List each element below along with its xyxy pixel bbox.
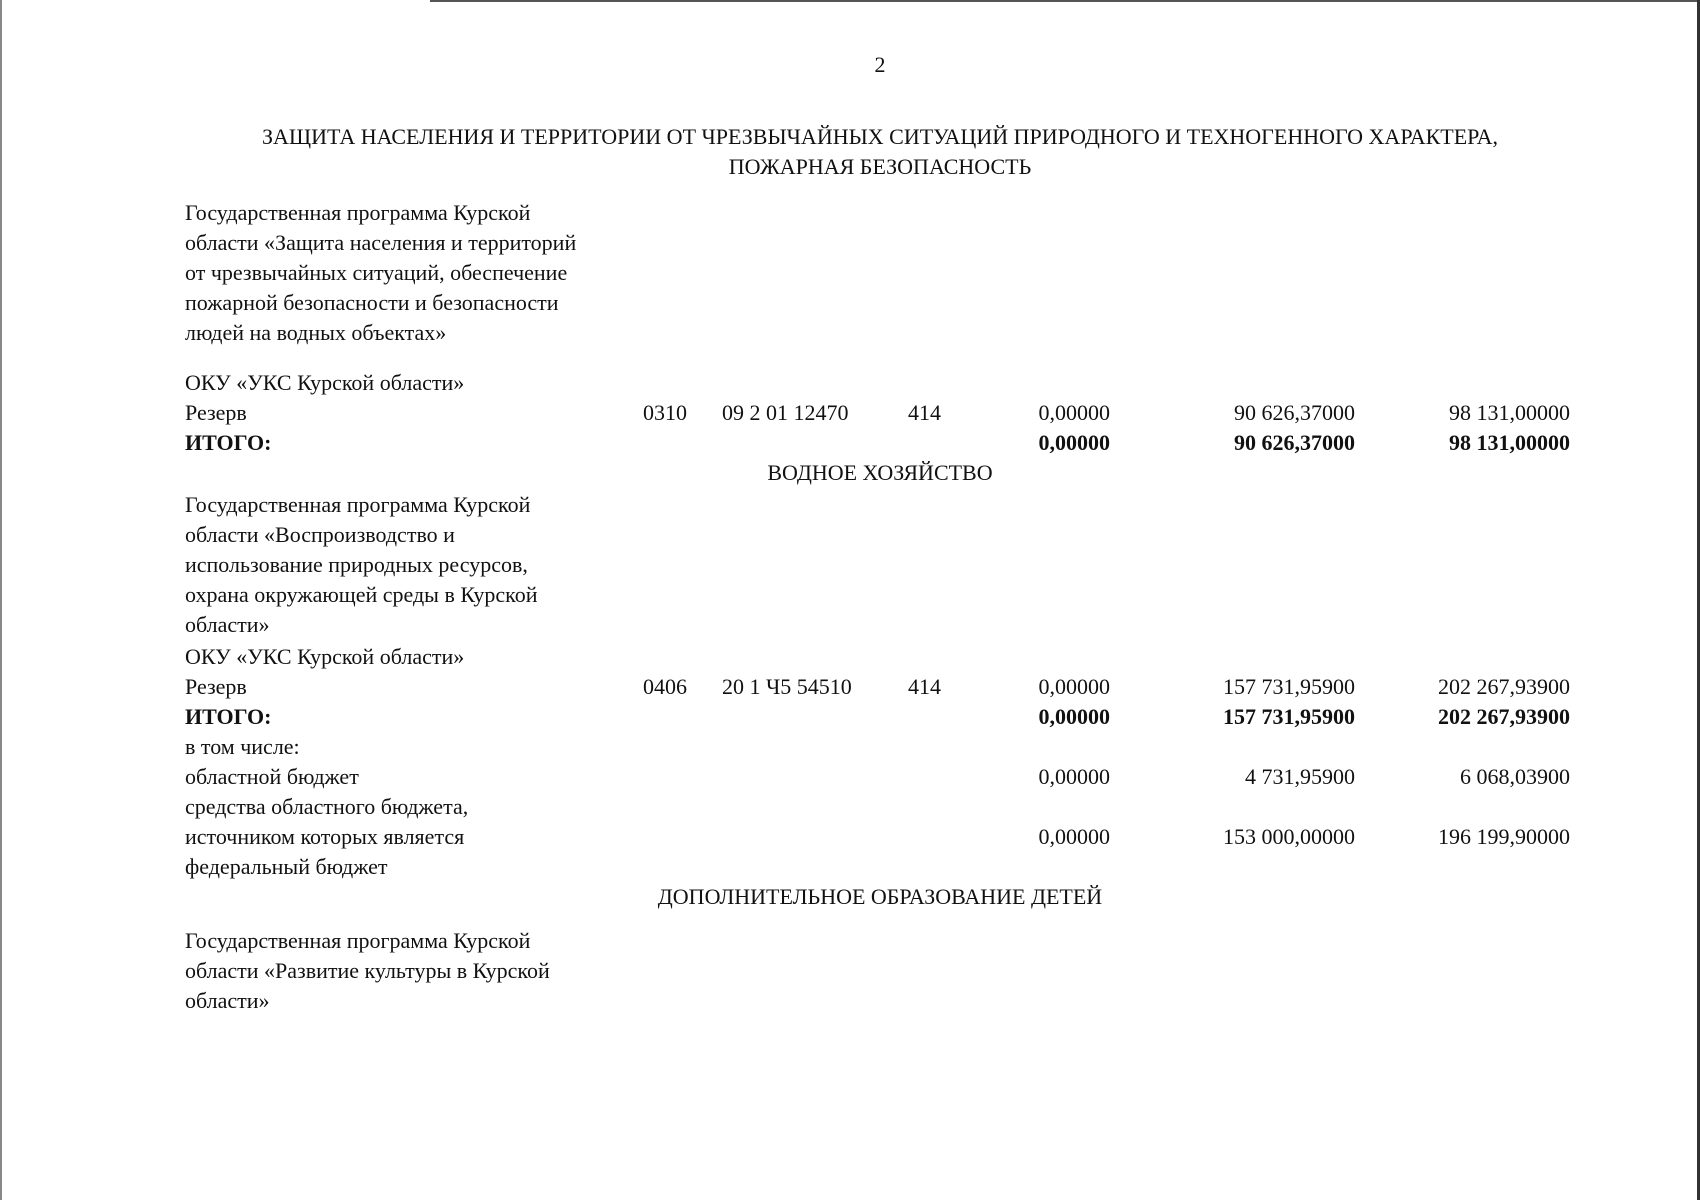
breakdown-label-line: источником которых является bbox=[185, 824, 465, 849]
section-heading-civil-protection bbox=[150, 122, 1610, 182]
institution-name: ОКУ «УКС Курской области» bbox=[185, 370, 465, 395]
including-label: в том числе: bbox=[185, 734, 300, 759]
value-year-3: 98 131,00000 bbox=[1449, 400, 1570, 425]
institution-name: ОКУ «УКС Курской области» bbox=[185, 644, 465, 669]
value-year-2: 157 731,95900 bbox=[1223, 674, 1355, 699]
program-title-culture bbox=[185, 926, 550, 1016]
section-heading-line: ДОПОЛНИТЕЛЬНОЕ ОБРАЗОВАНИЕ ДЕТЕЙ bbox=[657, 884, 1103, 909]
value-year-1: 0,00000 bbox=[1038, 400, 1110, 425]
program-title-civil-protection bbox=[185, 198, 576, 348]
program-title-line: области «Защита населения и территорий bbox=[185, 230, 577, 255]
program-title-line: Государственная программа Курской bbox=[185, 492, 531, 517]
section-code: 0310 bbox=[643, 400, 687, 425]
target-code: 20 1 Ч5 54510 bbox=[722, 674, 852, 699]
total-value-year-2: 157 731,95900 bbox=[1223, 704, 1355, 729]
program-title-line: использование природных ресурсов, bbox=[185, 552, 528, 577]
program-title-line: области «Развитие культуры в Курской bbox=[185, 958, 550, 983]
program-title-line: области» bbox=[185, 988, 270, 1013]
program-title-line: области «Воспроизводство и bbox=[185, 522, 455, 547]
value-year-3: 202 267,93900 bbox=[1438, 674, 1570, 699]
scan-edge-left bbox=[0, 0, 2, 1200]
breakdown-label-line: средства областного бюджета, bbox=[185, 794, 469, 819]
row-label: Резерв bbox=[185, 400, 247, 425]
expense-type-code: 414 bbox=[908, 674, 941, 699]
total-value-year-1: 0,00000 bbox=[1038, 704, 1110, 729]
section-heading-line: ЗАЩИТА НАСЕЛЕНИЯ И ТЕРРИТОРИИ ОТ ЧРЕЗВЫЧАЙНЫХ СИТУАЦИЙ ПРИРОДНОГО И ТЕХНОГЕННОГО ХАРАКТЕРА, bbox=[261, 124, 1498, 149]
total-label: ИТОГО: bbox=[185, 430, 272, 455]
target-code: 09 2 01 12470 bbox=[722, 400, 849, 425]
page-number: 2 bbox=[874, 52, 886, 77]
breakdown-value-year-1: 0,00000 bbox=[1038, 764, 1110, 789]
section-code: 0406 bbox=[643, 674, 687, 699]
breakdown-value-year-3: 196 199,90000 bbox=[1438, 824, 1570, 849]
program-title-line: Государственная программа Курской bbox=[185, 928, 531, 953]
program-title-natural-resources bbox=[185, 490, 537, 640]
value-year-2: 90 626,37000 bbox=[1234, 400, 1355, 425]
program-title-line: людей на водных объектах» bbox=[185, 320, 447, 345]
breakdown-label bbox=[185, 792, 468, 882]
breakdown-label-line: федеральный бюджет bbox=[185, 854, 388, 879]
program-title-line: Государственная программа Курской bbox=[185, 200, 531, 225]
row-label: Резерв bbox=[185, 674, 247, 699]
section-heading-water bbox=[150, 458, 1610, 488]
value-year-1: 0,00000 bbox=[1038, 674, 1110, 699]
total-label: ИТОГО: bbox=[185, 704, 272, 729]
breakdown-value-year-2: 153 000,00000 bbox=[1223, 824, 1355, 849]
expense-type-code: 414 bbox=[908, 400, 941, 425]
scan-edge-top bbox=[430, 0, 1700, 2]
program-title-line: от чрезвычайных ситуаций, обеспечение bbox=[185, 260, 568, 285]
program-title-line: области» bbox=[185, 612, 270, 637]
section-heading-line: ВОДНОЕ ХОЗЯЙСТВО bbox=[767, 460, 993, 485]
program-title-line: пожарной безопасности и безопасности bbox=[185, 290, 559, 315]
breakdown-value-year-3: 6 068,03900 bbox=[1460, 764, 1570, 789]
breakdown-value-year-1: 0,00000 bbox=[1038, 824, 1110, 849]
total-value-year-2: 90 626,37000 bbox=[1234, 430, 1355, 455]
section-heading-child-education bbox=[150, 882, 1610, 912]
program-title-line: охрана окружающей среды в Курской bbox=[185, 582, 538, 607]
total-value-year-3: 98 131,00000 bbox=[1449, 430, 1570, 455]
total-value-year-3: 202 267,93900 bbox=[1438, 704, 1570, 729]
total-value-year-1: 0,00000 bbox=[1038, 430, 1110, 455]
section-heading-line: ПОЖАРНАЯ БЕЗОПАСНОСТЬ bbox=[728, 154, 1032, 179]
breakdown-value-year-2: 4 731,95900 bbox=[1245, 764, 1355, 789]
breakdown-label: областной бюджет bbox=[185, 764, 359, 789]
